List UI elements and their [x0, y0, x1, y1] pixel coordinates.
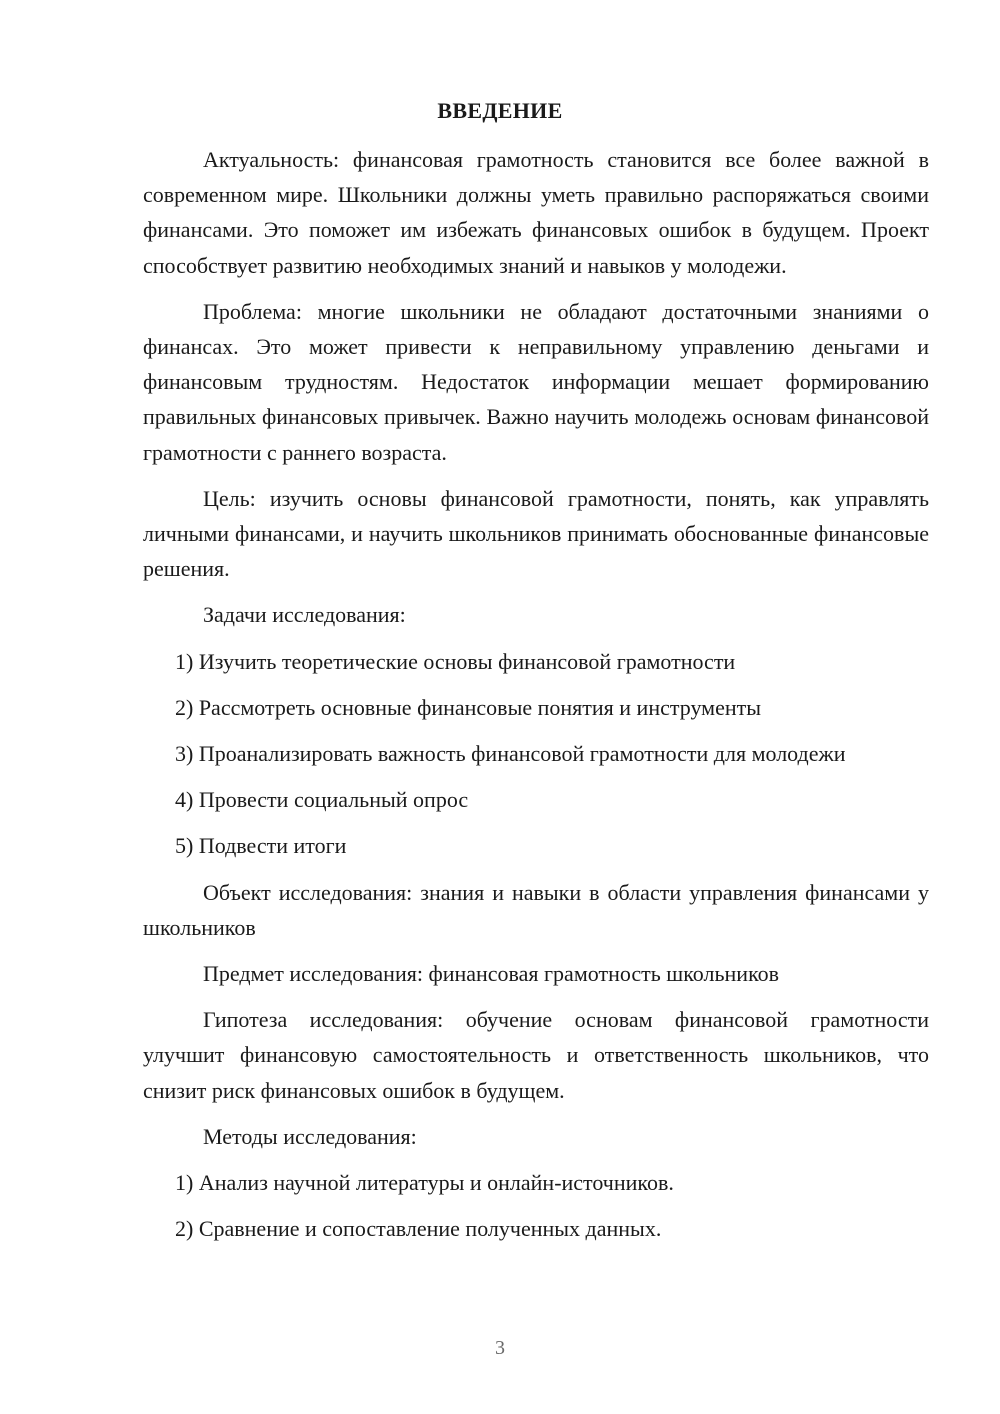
- paragraph-subject: Предмет исследования: финансовая грамотность школьников: [203, 961, 780, 987]
- paragraph-goal: Цель: изучить основы финансовой грамотности, понять, как управлять личными финансами, и научить школьников принимать обоснованные финансовые решения.: [143, 485, 929, 582]
- paragraph-problem: Проблема: многие школьники не обладают достаточными знаниями о финансах. Это может привести к неправильному управлению деньгами и финансовым трудностям. Недостаток информации мешает формированию правильных финансовых привычек. Важно научить молодежь основам финансовой грамотности с раннего возраста.: [143, 298, 929, 465]
- task-item: 2) Рассмотреть основные финансовые понятия и инструменты: [175, 694, 762, 720]
- page-title: ВВЕДЕНИЕ: [437, 98, 563, 123]
- method-item: 1) Анализ научной литературы и онлайн-источников.: [175, 1170, 674, 1196]
- page-number: 3: [495, 1337, 505, 1359]
- method-item: 2) Сравнение и сопоставление полученных данных.: [175, 1216, 662, 1242]
- paragraph-hypothesis: Гипотеза исследования: обучение основам финансовой грамотности улучшит финансовую самостоятельность и ответственность школьников, что снизит риск финансовых ошибок в будущем.: [143, 1007, 929, 1103]
- methods-heading: Методы исследования:: [203, 1123, 417, 1149]
- task-item: 5) Подвести итоги: [175, 833, 347, 859]
- task-item: 1) Изучить теоретические основы финансовой грамотности: [175, 648, 736, 674]
- tasks-heading: Задачи исследования:: [203, 602, 406, 628]
- paragraph-relevance: Актуальность: финансовая грамотность становится все более важной в современном мире. Школьники должны уметь правильно распоряжаться своими финансами. Это поможет им избежать финансовых ошибок в будущем. Проект способствует развитию необходимых знаний и навыков у молодежи.: [143, 147, 929, 278]
- task-item: 4) Провести социальный опрос: [175, 787, 469, 813]
- paragraph-object: Объект исследования: знания и навыки в области управления финансами у школьников: [143, 879, 929, 940]
- body-text: [143, 142, 929, 1257]
- task-item: 3) Проанализировать важность финансовой грамотности для молодежи: [175, 741, 846, 767]
